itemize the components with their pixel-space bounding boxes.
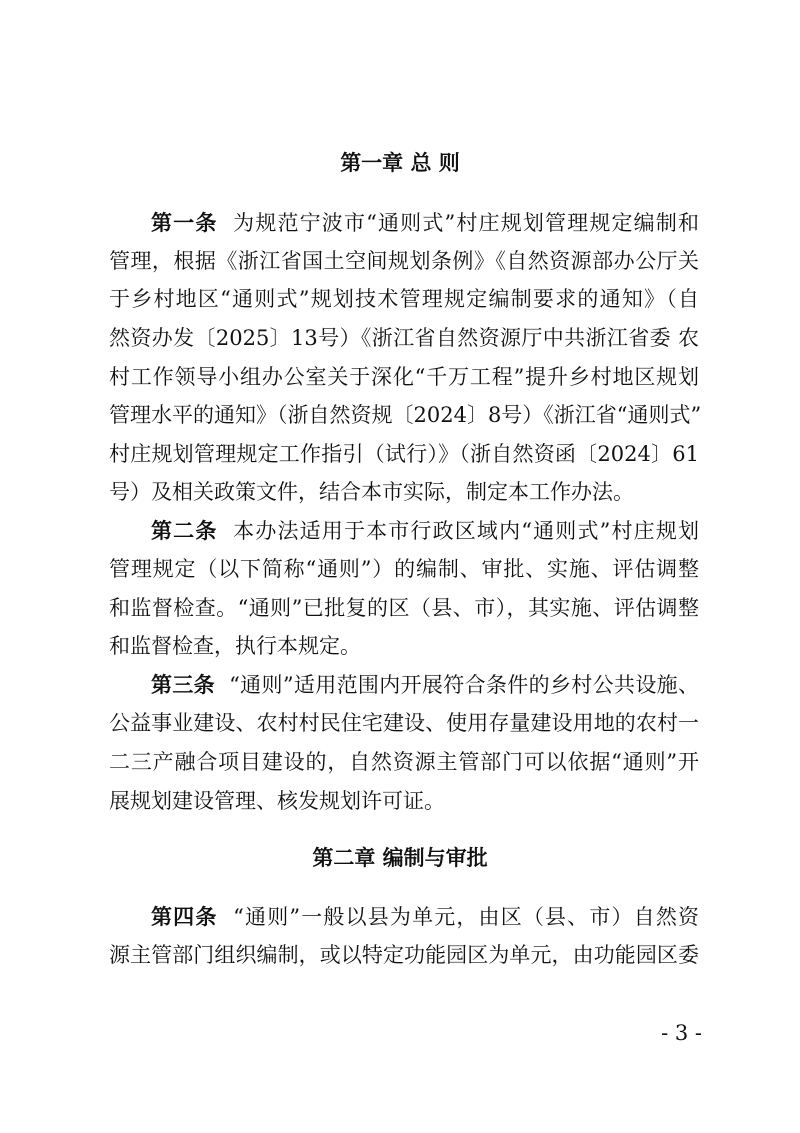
chapter-title: 第二章 编制与审批 [312,846,488,870]
article-line [151,902,699,932]
article-label: 第三条 [151,673,216,697]
article-line: 管理，根据《浙江省国土空间规划条例》《自然资源部办公厅关 [109,249,699,273]
article-line: 和监督检查，执行本规定。 [109,634,361,658]
article-text: “通则”适用范围内开展符合条件的乡村公共设施、 [229,673,699,697]
chapter-title: 第一章 总 则 [340,151,460,175]
article-line [151,670,699,700]
article-line [151,208,699,238]
article-line [151,516,699,546]
article-line: 管理规定（以下简称“通则”）的编制、审批、实施、评估调整 [109,557,699,581]
article-line: 和监督检查。“通则”已批复的区（县、市），其实施、评估调整 [109,596,699,620]
article-line: 于乡村地区“通则式”规划技术管理规定编制要求的通知》（自 [109,287,699,311]
article-text: “通则”一般以县为单元，由区（县、市）自然资 [233,905,699,929]
article-label: 第四条 [151,905,218,929]
article-text: 为规范宁波市“通则式”村庄规划管理规定编制和 [233,211,699,235]
article-line: 然资办发〔2025〕13号）《浙江省自然资源厅中共浙江省委 农 [109,326,699,350]
article-line: 号）及相关政策文件，结合本市实际，制定本工作办法。 [109,480,634,504]
article-line: 展规划建设管理、核发规划许可证。 [109,789,445,813]
page-number: - 3 - [661,1021,702,1045]
article-line: 村工作领导小组办公室关于深化“千万工程”提升乡村地区规划 [109,365,699,389]
article-line: 公益事业建设、农村村民住宅建设、使用存量建设用地的农村一 [109,711,699,735]
article-line: 管理水平的通知》（浙自然资规〔2024〕8号）《浙江省“通则式” [109,403,702,427]
article-line: 村庄规划管理规定工作指引（试行）》（浙自然资函〔2024〕61 [109,442,699,466]
article-label: 第一条 [151,211,218,235]
article-text: 本办法适用于本市行政区域内“通则式”村庄规划 [233,519,699,543]
article-line: 二三产融合项目建设的，自然资源主管部门可以依据“通则”开 [109,750,699,774]
article-label: 第二条 [151,519,218,543]
article-line: 源主管部门组织编制，或以特定功能园区为单元，由功能园区委 [109,943,699,967]
